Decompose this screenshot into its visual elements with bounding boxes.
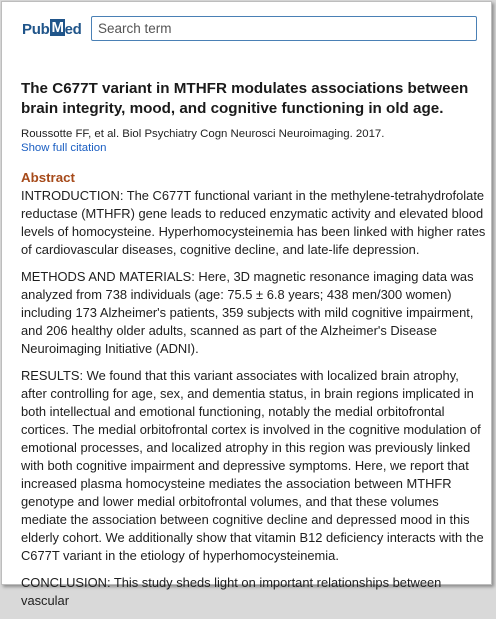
logo-ed-text: ed (64, 20, 82, 38)
search-input[interactable] (91, 16, 477, 41)
show-full-citation-link[interactable]: Show full citation (21, 142, 107, 154)
pubmed-logo[interactable] (22, 19, 82, 39)
logo-m-box: M (51, 18, 64, 36)
abstract-heading: Abstract (21, 170, 75, 185)
abstract-results: RESULTS: We found that this variant associates with localized brain atrophy, after controlling for age, sex, and dementia status, in brain regions implicated in both intellectual and emotional functioning, notably the medial orbitofrontal cortices. The medial orbitofrontal cortex is involved in the cognitive modulation of emotional processes, and localized atrophy in this region was previously linked with both cognitive impairment and depressive symptoms. Here, we report that increased plasma homocysteine mediates the association between MTHFR genotype and lower medial orbitofrontal volumes, and that these volumes mediate the association between cognitive decline and depressed mood in this elderly cohort. We additionally show that vitamin B12 deficiency interacts with the C677T variant in the etiology of hyperhomocysteinemia. (21, 368, 484, 563)
abstract-conclusion: CONCLUSION: This study sheds light on important relationships between vascular (21, 575, 442, 608)
citation: Roussotte FF, et al. Biol Psychiatry Cogn Neurosci Neuroimaging. 2017. (21, 128, 385, 140)
header (2, 2, 491, 56)
article (21, 79, 487, 619)
article-title: The C677T variant in MTHFR modulates associations between brain integrity, mood, and cognitive functioning in old age. (21, 80, 469, 117)
abstract-methods: METHODS AND MATERIALS: Here, 3D magnetic resonance imaging data was analyzed from 738 individuals (age: 75.5 ± 6.8 years; 438 men/300 women) including 173 Alzheimer's patients, 359 subjects with mild cognitive impairment, and 206 healthy older adults, scanned as part of the Alzheimer's Disease Neuroimaging Initiative (ADNI). (21, 269, 474, 356)
abstract-introduction: INTRODUCTION: The C677T functional variant in the methylene-tetrahydrofolate reductase (MTHFR) gene leads to reduced enzymatic activity and elevated blood levels of homocysteine. Hyperhomocysteinemia has been linked with higher rates of cardiovascular diseases, cognitive decline, and late-life depression. (21, 188, 486, 257)
logo-pub-text: Pub (22, 20, 50, 38)
page-frame (1, 1, 492, 608)
